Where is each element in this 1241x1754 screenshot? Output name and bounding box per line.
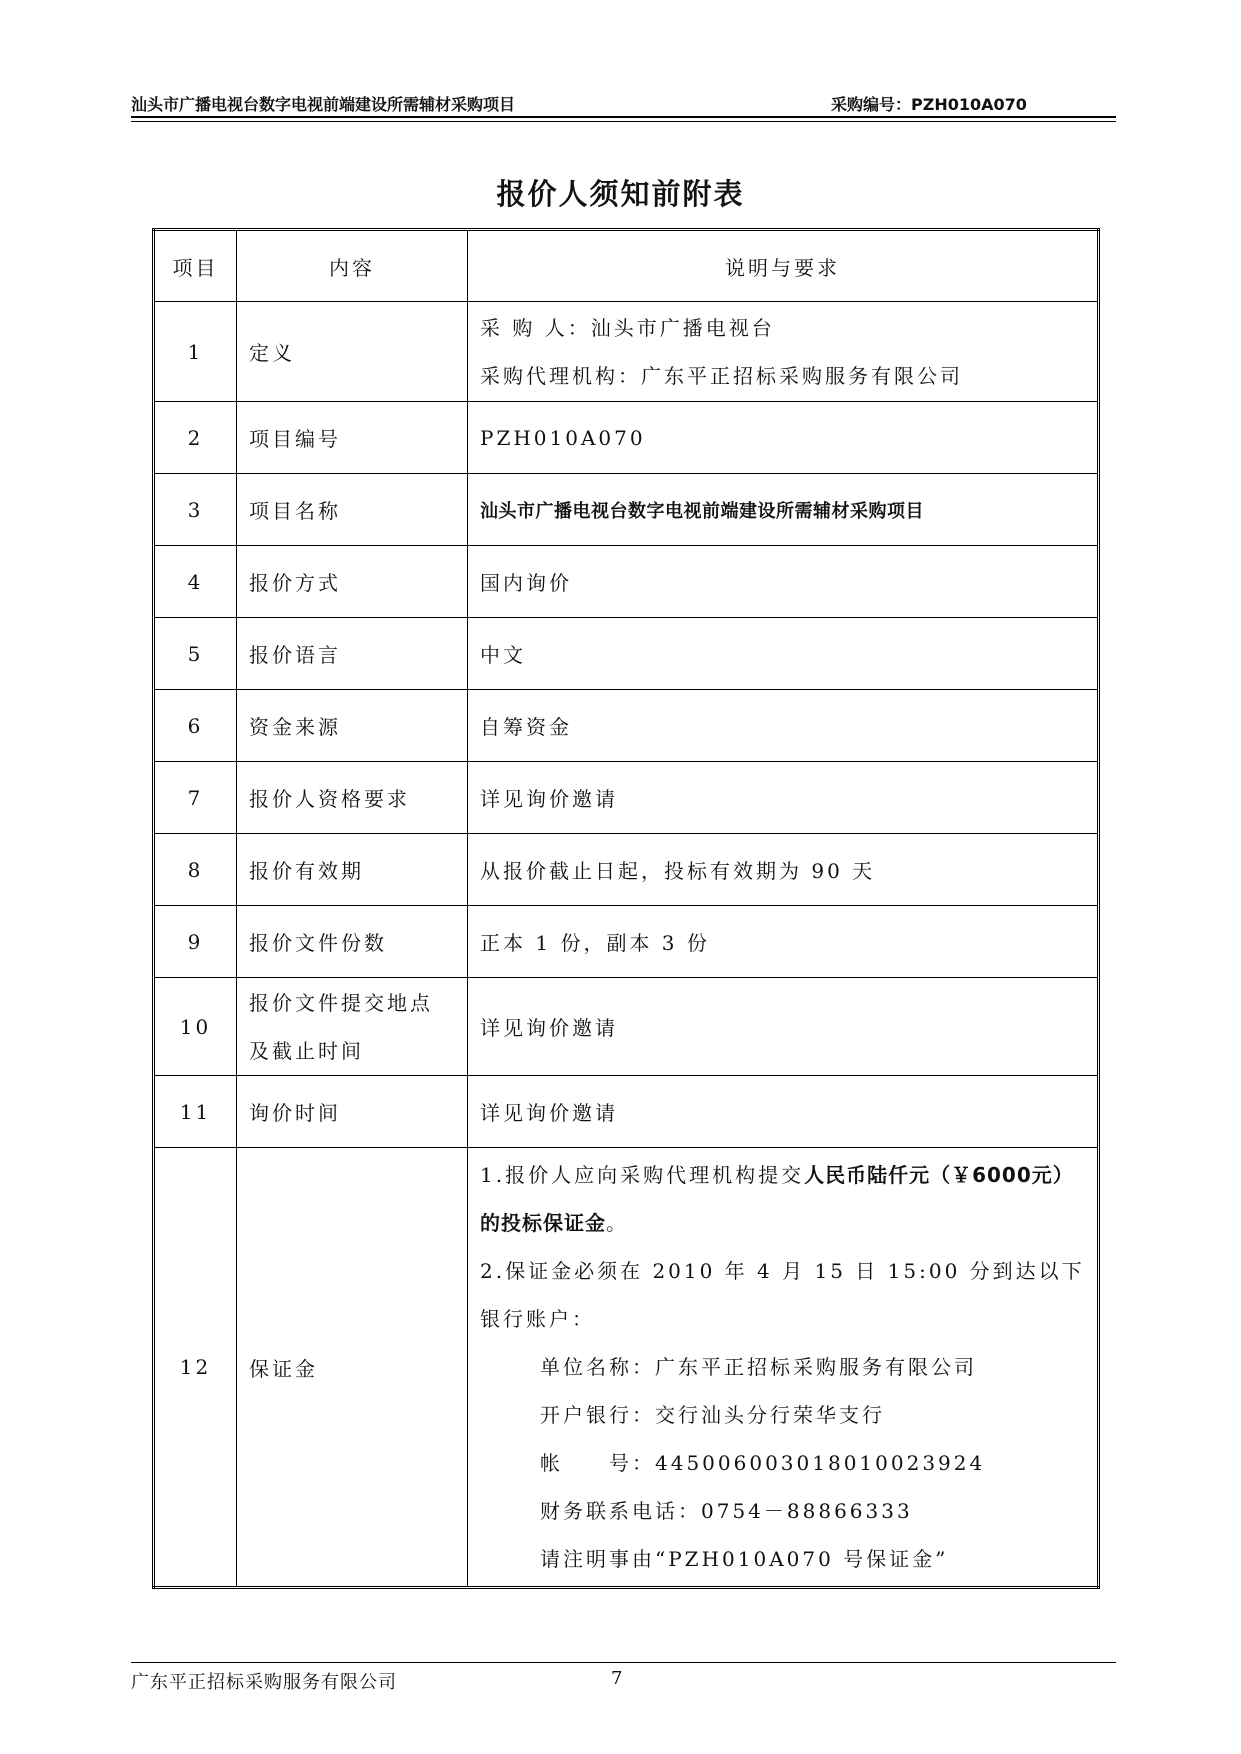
row-value — [468, 302, 1099, 402]
footer-company: 广东平正招标采购服务有限公司 — [131, 1672, 397, 1693]
row-number: 5 — [154, 618, 237, 690]
bank-account: 帐 号：445006003018010023924 — [540, 1451, 986, 1475]
row-item-line: 及截止时间 — [249, 1038, 364, 1063]
row-item: 定义 — [237, 302, 468, 402]
row-number: 2 — [154, 402, 237, 474]
header-cell-requirements: 说明与要求 — [468, 230, 1099, 302]
table-row — [154, 402, 1099, 474]
row-number: 9 — [154, 906, 237, 978]
row-value — [468, 1148, 1099, 1588]
bank-name: 开户银行：交行汕头分行荣华支行 — [540, 1403, 885, 1427]
row-item: 报价方式 — [237, 546, 468, 618]
row-value: 自筹资金 — [468, 690, 1099, 762]
table-row — [154, 906, 1099, 978]
deposit-amount: 人民币陆仟元（￥6000元）的投标保证金 — [480, 1163, 1074, 1235]
table-row — [154, 1148, 1099, 1588]
header-cell-content: 内容 — [237, 230, 468, 302]
row-number: 6 — [154, 690, 237, 762]
row-number: 10 — [154, 978, 237, 1076]
page-number: 7 — [611, 1668, 624, 1689]
table-row — [154, 474, 1099, 546]
table-row — [154, 834, 1099, 906]
page-footer — [131, 1668, 1116, 1694]
row-item: 项目编号 — [237, 402, 468, 474]
row-value: 详见询价邀请 — [468, 978, 1099, 1076]
row-item: 询价时间 — [237, 1076, 468, 1148]
definition-agency: 采购代理机构：广东平正招标采购服务有限公司 — [480, 363, 963, 388]
row-item-line: 报价文件提交地点 — [249, 990, 433, 1015]
row-number: 8 — [154, 834, 237, 906]
header-procurement-no: 采购编号：PZH010A070 — [831, 95, 1027, 114]
table-row — [154, 762, 1099, 834]
row-item: 报价有效期 — [237, 834, 468, 906]
row-item: 报价人资格要求 — [237, 762, 468, 834]
header-project-title: 汕头市广播电视台数字电视前端建设所需辅材采购项目 — [131, 95, 516, 114]
row-number: 3 — [154, 474, 237, 546]
header-rule — [131, 116, 1116, 118]
header-rule-thin — [131, 121, 1116, 122]
deposit-text-end: 。 — [606, 1211, 629, 1235]
row-value: 汕头市广播电视台数字电视前端建设所需辅材采购项目 — [468, 474, 1099, 546]
row-value: 从报价截止日起，投标有效期为 90 天 — [468, 834, 1099, 906]
document-title: 报价人须知前附表 — [496, 177, 745, 211]
row-item: 报价文件份数 — [237, 906, 468, 978]
definition-purchaser: 采 购 人：汕头市广播电视台 — [480, 315, 775, 340]
row-number: 11 — [154, 1076, 237, 1148]
deposit-paragraph-2: 2.保证金必须在 2010 年 4 月 15 日 15:00 分到达以下银行账户： — [480, 1259, 1085, 1331]
bank-unit-name: 单位名称：广东平正招标采购服务有限公司 — [540, 1355, 977, 1379]
requirements-table — [152, 228, 1100, 1589]
header-cell-item: 项目 — [154, 230, 237, 302]
row-number: 4 — [154, 546, 237, 618]
table-row — [154, 302, 1099, 402]
payment-note: 请注明事由“PZH010A070 号保证金” — [540, 1547, 949, 1571]
table-row — [154, 1076, 1099, 1148]
row-value: 详见询价邀请 — [468, 1076, 1099, 1148]
row-value: 正本 1 份，副本 3 份 — [468, 906, 1099, 978]
row-number: 7 — [154, 762, 237, 834]
row-number: 12 — [154, 1148, 237, 1588]
deposit-text: 1.报价人应向采购代理机构提交 — [480, 1163, 805, 1187]
row-value: 国内询价 — [468, 546, 1099, 618]
row-item: 资金来源 — [237, 690, 468, 762]
row-number: 1 — [154, 302, 237, 402]
row-item — [237, 978, 468, 1076]
table-header-row — [154, 230, 1099, 302]
row-value: 中文 — [468, 618, 1099, 690]
row-item: 报价语言 — [237, 618, 468, 690]
footer-rule — [131, 1662, 1116, 1663]
deposit-paragraph-1 — [480, 1151, 1085, 1247]
table-row — [154, 978, 1099, 1076]
row-value: PZH010A070 — [468, 402, 1099, 474]
table-row — [154, 690, 1099, 762]
table-row — [154, 618, 1099, 690]
finance-phone: 财务联系电话：0754－88866333 — [540, 1499, 913, 1523]
row-item: 保证金 — [237, 1148, 468, 1588]
row-item: 项目名称 — [237, 474, 468, 546]
page-header — [131, 88, 1116, 116]
table-row — [154, 546, 1099, 618]
row-value: 详见询价邀请 — [468, 762, 1099, 834]
